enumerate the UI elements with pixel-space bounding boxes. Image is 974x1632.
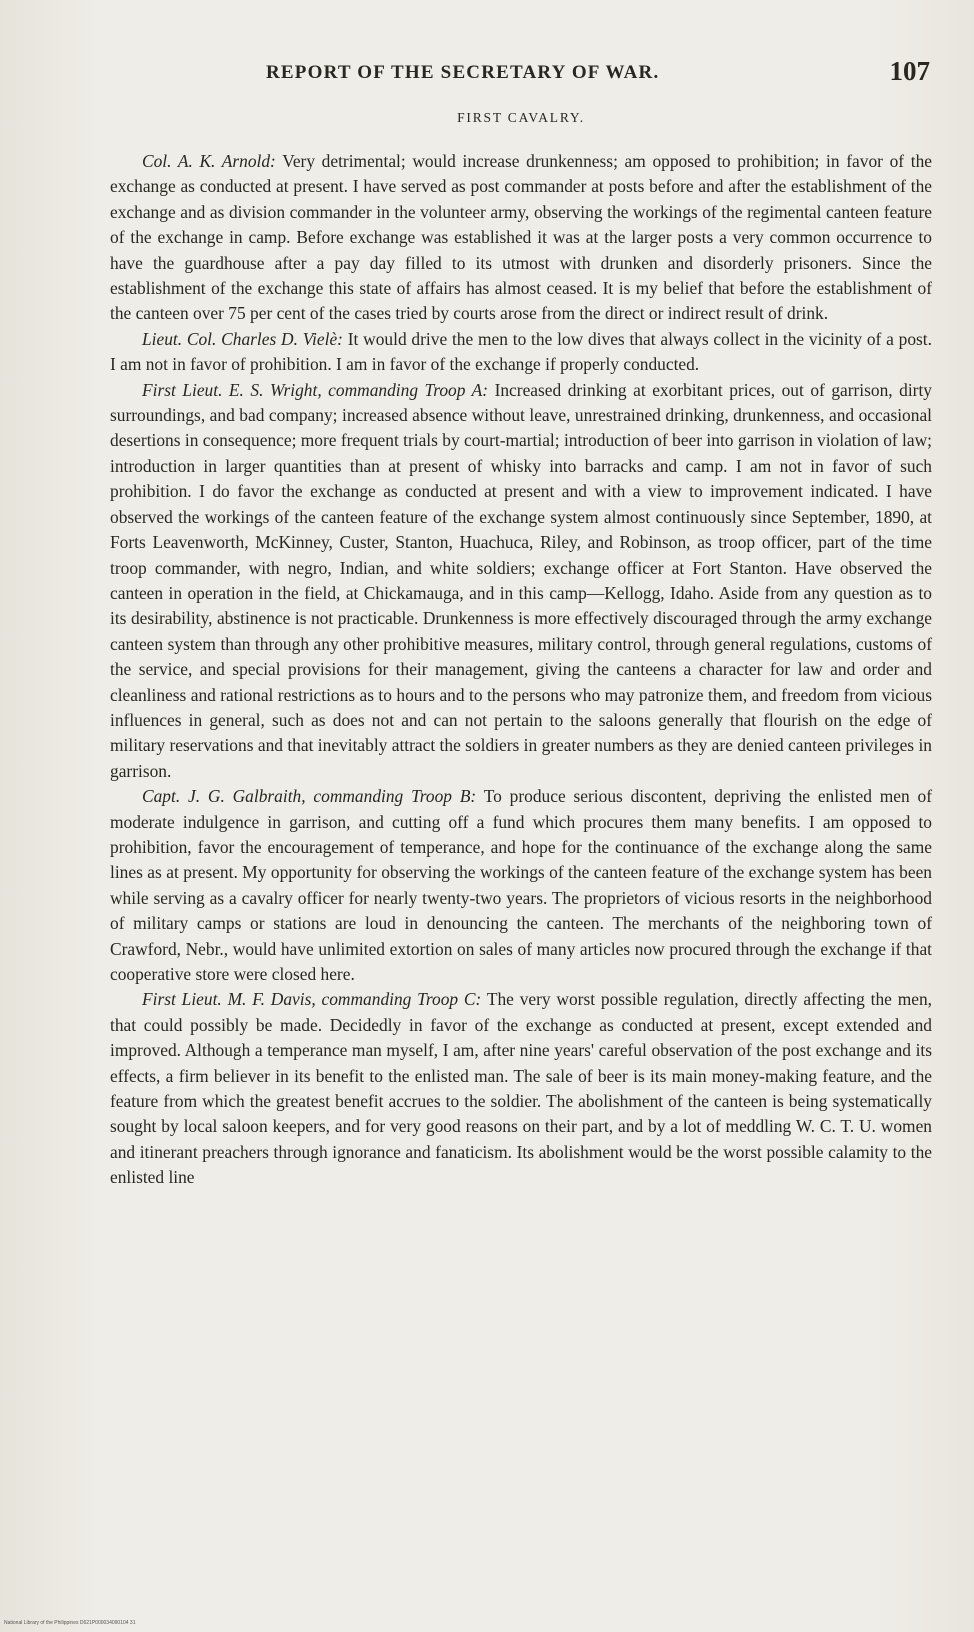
- paragraph-text: Very detrimental; would increase drunkenness; am opposed to prohibition; in favor of the exchange as conducted at present. I have served as post commander at posts before and after the establishment of the exchange and as division commander in the volunteer army, observing the workings of the regimental canteen feature of the exchange in camp. Before exchange was established it was at the larger posts a very common occurrence to have the guardhouse after a pay day filled to its utmost with drunken and disorderly prisoners. Since the establishment of the exchange this state of affairs has almost ceased. It is my belief that before the establishment of the canteen over 75 per cent of the cases tried by courts arose from the direct or indirect result of drink.: [110, 151, 932, 324]
- paragraph-text: It would drive the men to the low dives that always collect in the vicinity of a post. I am not in favor of prohibition. I am in favor of the exchange if properly conducted.: [110, 328, 932, 375]
- paragraph-arnold: [110, 149, 932, 327]
- body-text: [110, 149, 932, 1191]
- speaker-name: Col. A. K. Arnold:: [142, 151, 276, 171]
- paragraph-text: Increased drinking at exorbitant prices, out of garrison, dirty surroundings, and bad company; increased absence without leave, unrestrained drinking, drunkenness, and occasional desertions in consequence; more frequent trials by court-martial; introduction of beer into garrison in violation of law; introduction in larger quantities than at present of whisky into barracks and camp. I am not in favor of such prohibition. I do favor the exchange as conducted at present and with a view to improvement indicated. I have observed the workings of the canteen feature of the exchange system almost continuously since September, 1890, at Forts Leavenworth, McKinney, Custer, Stanton, Huachuca, Riley, and Robinson, as troop officer, part of the time troop commander, with negro, Indian, and white soldiers; exchange officer at Fort Stanton. Have observed the canteen in operation in the field, at Chickamauga, and in this camp—Kellogg, Idaho. Aside from any question as to its desirability, abstinence is not practicable. Drunkenness is more effectively discouraged through the army exchange canteen system than through any other prohibitive measures, military control, through general regulations, customs of the service, and special provisions for their management, giving the canteens a character for law and order and cleanliness and rational restrictions as to hours and to the persons who may patronize them, and freedom from vicious influences in general, such as does not and can not pertain to the saloons generally that flourish on the edge of military reservations and that inevitably attract the soldiers in greater numbers as they are denied canteen privileges in garrison.: [110, 379, 933, 781]
- paragraph-wright: [110, 378, 932, 785]
- speaker-name: First Lieut. M. F. Davis, commanding Troop C:: [142, 989, 482, 1010]
- paragraph-galbraith: [110, 784, 932, 987]
- paragraph-text: The very worst possible regulation, directly affecting the men, that could possibly be made. Decidedly in favor of the exchange as conducted at present, except extended and improved. Although a temperance man myself, I am, after nine years' careful observation of the post exchange and its effects, a firm believer in its benefit to the enlisted man. The sale of beer is its main money-making feature, and the feature from which the greatest benefit accrues to the soldier. The abolishment of the canteen is being systematically sought by local saloon keepers, and for very good reasons on their part, and by a lot of meddling W. C. T. U. women and itinerant preachers through ignorance and fanaticism. Its abolishment would be the worst possible calamity to the enlisted line: [110, 989, 932, 1188]
- paragraph-davis: [110, 987, 932, 1190]
- speaker-name: First Lieut. E. S. Wright, commanding Troop A:: [142, 379, 489, 400]
- paragraph-text: To produce serious discontent, depriving the enlisted men of moderate indulgence in garrison, and cutting off a fund which procures them many benefits. I am opposed to prohibition, favor the encouragement of temperance, and hope for the continuance of the exchange along the same lines as at present. My opportunity for observing the workings of the canteen feature of the exchange system has been while serving as a cavalry officer for nearly twenty-two years. The proprietors of vicious resorts in the neighborhood of military camps or stations are loud in denouncing the canteen. The merchants of the neighboring town of Crawford, Nebr., would have unlimited extortion on sales of many articles now procured through the exchange if that cooperative store were closed here.: [110, 786, 932, 984]
- scan-footer: National Library of the Philippines D621P000034090104 31: [4, 1620, 136, 1626]
- speaker-name: Capt. J. G. Galbraith, commanding Troop B:: [142, 786, 477, 807]
- page-header: [110, 56, 930, 96]
- section-title: FIRST CAVALRY.: [457, 110, 585, 125]
- running-head: REPORT OF THE SECRETARY OF WAR.: [266, 62, 660, 83]
- speaker-name: Lieut. Col. Charles D. Vielè:: [142, 328, 343, 349]
- paragraph-viele: [110, 327, 932, 378]
- page-number: 107: [889, 56, 930, 86]
